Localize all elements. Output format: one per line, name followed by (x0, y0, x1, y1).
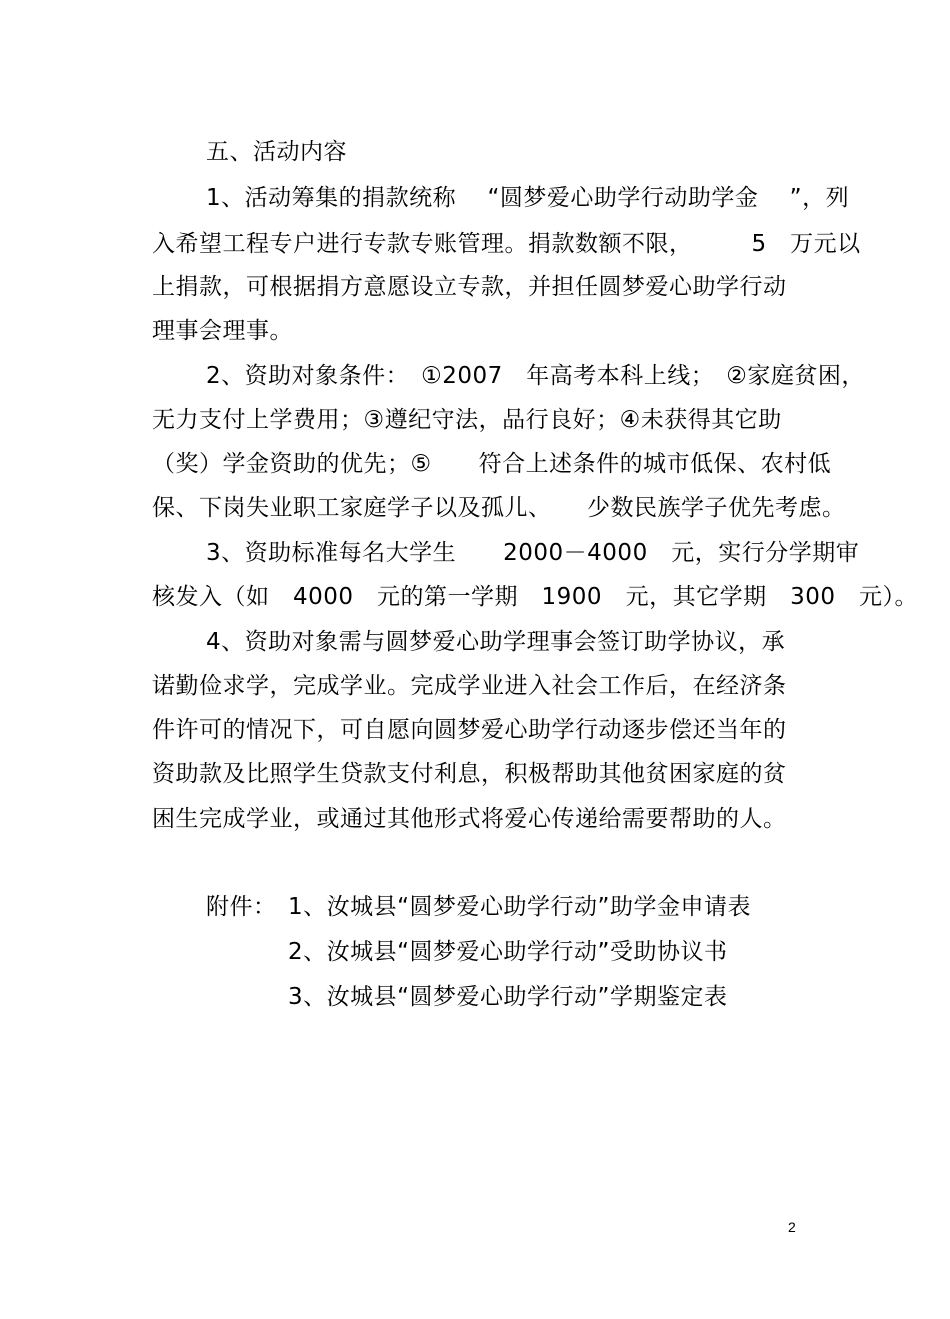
paragraph-2-line-1: 2、资助对象条件： ①2007 年高考本科上线； ②家庭贫困， (206, 363, 865, 389)
paragraph-2-line-3: （奖）学金资助的优先；⑤ 符合上述条件的城市低保、农村低 (152, 451, 832, 477)
paragraph-4-line-2: 诺勤俭求学，完成学业。完成学业进入社会工作后，在经济条 (152, 673, 787, 699)
attachment-item-3: 3、汝城县“圆梦爱心助学行动”学期鉴定表 (288, 984, 728, 1010)
attachments-label: 附件： (206, 894, 277, 920)
paragraph-1-line-4: 理事会理事。 (152, 318, 293, 344)
paragraph-2-line-4: 保、下岗失业职工家庭学子以及孤儿、 少数民族学子优先考虑。 (152, 495, 846, 521)
paragraph-1-line-3: 上捐款，可根据捐方意愿设立专款，并担任圆梦爱心助学行动 (152, 274, 787, 300)
paragraph-4-line-5: 困生完成学业，或通过其他形式将爱心传递给需要帮助的人。 (152, 806, 787, 832)
paragraph-3-line-1: 3、资助标准每名大学生 2000－4000 元，实行分学期审 (206, 540, 860, 566)
paragraph-2-line-2: 无力支付上学费用；③遵纪守法，品行良好；④未获得其它助 (152, 407, 782, 433)
attachment-item-2: 2、汝城县“圆梦爱心助学行动”受助协议书 (288, 939, 728, 965)
paragraph-3-line-2: 核发入（如 4000 元的第一学期 1900 元，其它学期 300 元）。 (152, 584, 918, 610)
paragraph-4-line-4: 资助款及比照学生贷款支付利息，积极帮助其他贫困家庭的贫 (152, 761, 787, 787)
paragraph-4-line-3: 件许可的情况下，可自愿向圆梦爱心助学行动逐步偿还当年的 (152, 717, 787, 743)
attachment-item-1: 1、汝城县“圆梦爱心助学行动”助学金申请表 (288, 894, 751, 920)
paragraph-4-line-1: 4、资助对象需与圆梦爱心助学理事会签订助学协议，承 (206, 629, 786, 655)
paragraph-1-line-1: 1、活动筹集的捐款统称 “圆梦爱心助学行动助学金 ”，列 (206, 185, 850, 211)
page-number: 2 (788, 1219, 796, 1235)
section-heading: 五、活动内容 (206, 139, 347, 165)
paragraph-1-line-2: 入希望工程专户进行专款专账管理。捐款数额不限， 5 万元以 (152, 231, 861, 257)
